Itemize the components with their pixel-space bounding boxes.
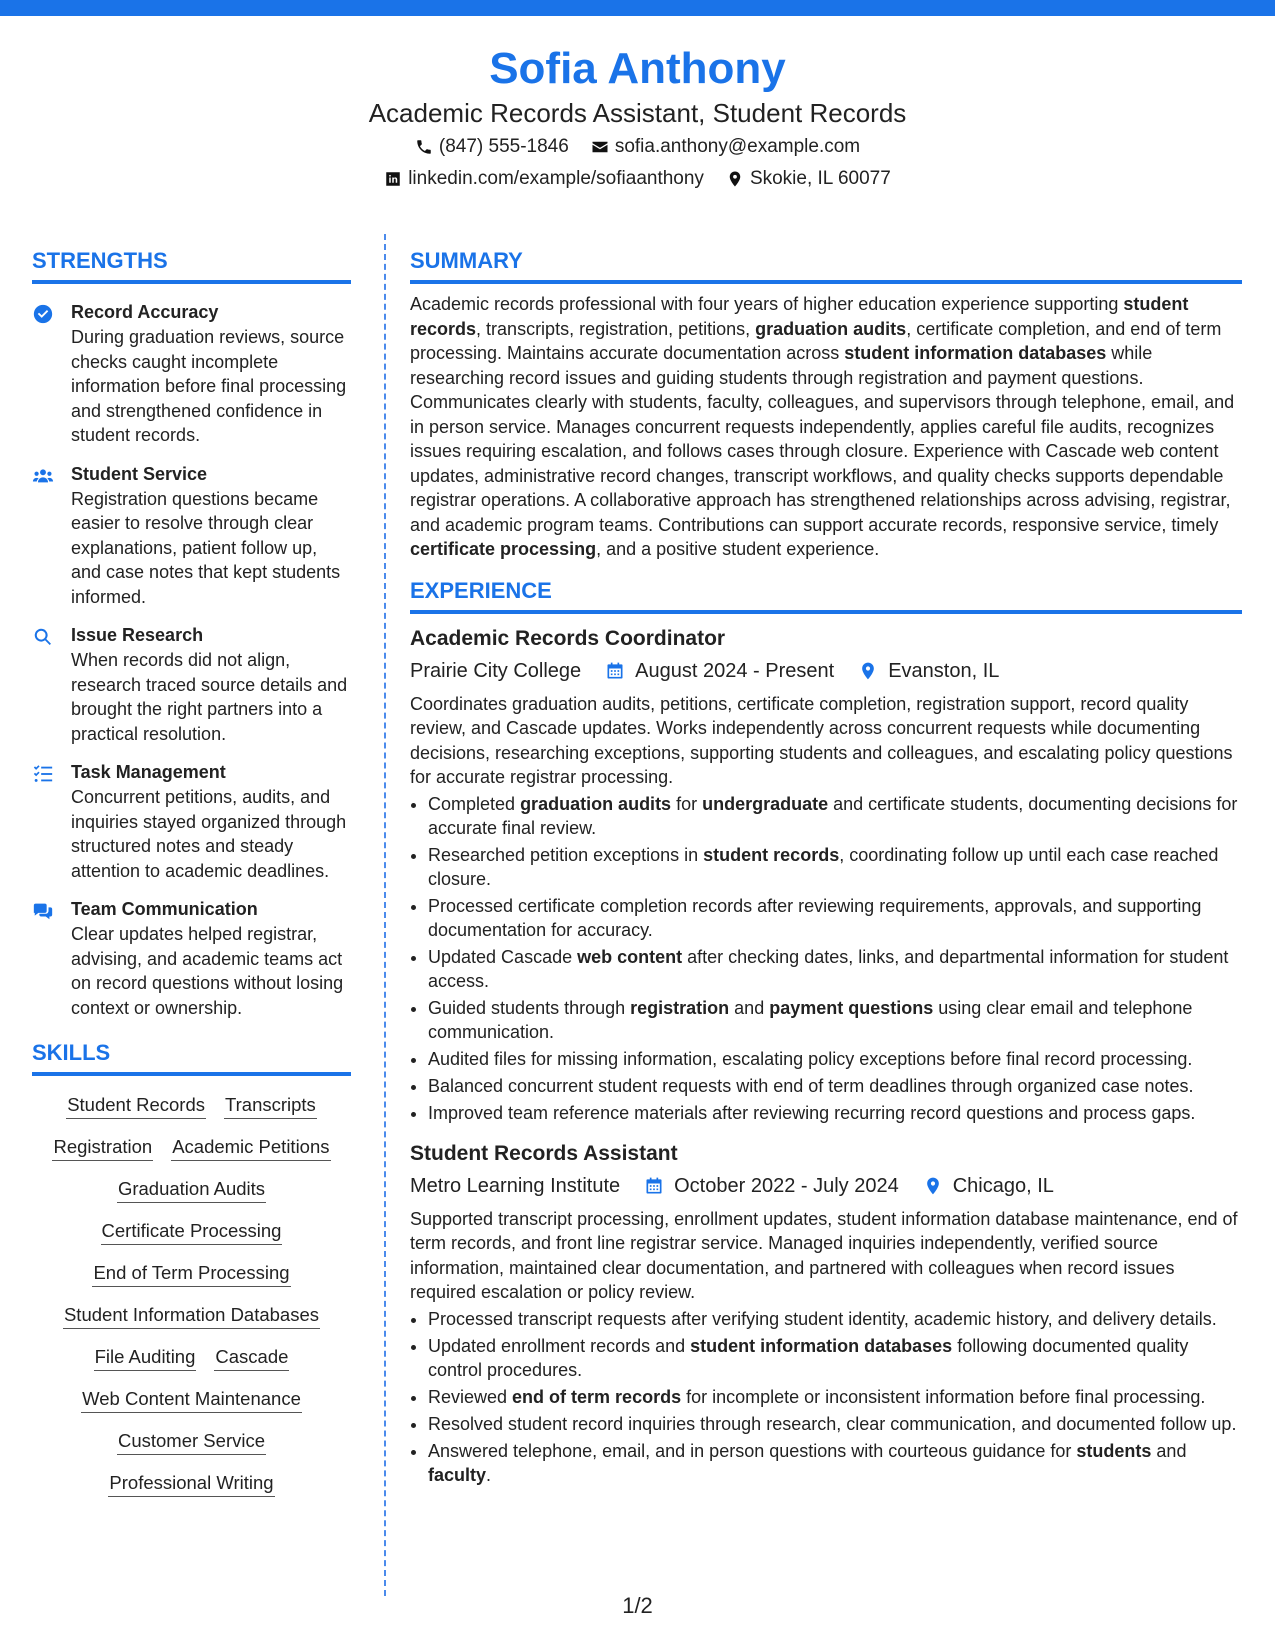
job-bullet: • Balanced concurrent student requests with end of term deadlines through organized case notes. <box>428 1074 1242 1098</box>
job-org: Metro Learning Institute <box>410 1174 621 1197</box>
skill-tag: Cascade <box>214 1344 289 1371</box>
skills-row <box>32 1092 351 1119</box>
comments-icon <box>32 900 54 922</box>
skills-row <box>32 1386 351 1413</box>
skill-tag: Certificate Processing <box>101 1218 283 1245</box>
job-location: Chicago, IL <box>952 1174 1054 1197</box>
users-icon <box>32 465 54 487</box>
job-desc: Supported transcript processing, enrollment updates, student information database maintenance, end of term records, and front line registrar service. Managed inquiries independently, verified source information, maintained clear documentation, and partnered with colleagues when record issues required escalation or policy review. <box>410 1208 1238 1302</box>
job-bullet: • Reviewed end of term records for incomplete or inconsistent information before final processing. <box>428 1385 1242 1409</box>
job-desc: Coordinates graduation audits, petitions, certificate completion, registration support, record quality review, and Cascade updates. Works independently across concurrent requests while documenting decisions, researching exceptions, supporting students and colleagues, and escalating policy questions for accurate registrar processing. <box>410 693 1233 787</box>
map-pin-icon <box>858 661 878 681</box>
job-bullet: • Completed graduation audits for undergraduate and certificate students, documenting decisions for accurate final review. <box>428 792 1242 840</box>
strength-desc: When records did not align, research traced source details and brought the right partners into a practical resolution. <box>71 650 348 744</box>
linkedin-text: linkedin.com/example/sofiaanthony <box>408 168 704 189</box>
job-dates: August 2024 - Present <box>635 659 835 682</box>
skill-tag: Professional Writing <box>108 1470 274 1497</box>
skill-tag: Web Content Maintenance <box>81 1386 302 1413</box>
job-org: Prairie City College <box>410 659 582 682</box>
job-bullets <box>410 1307 1242 1487</box>
strength-title: Record Accuracy <box>71 302 219 322</box>
experience-heading: EXPERIENCE <box>410 576 1242 614</box>
left-column <box>32 246 351 1512</box>
job-bullet: • Guided students through registration and payment questions using clear email and telephone communication. <box>428 996 1242 1044</box>
job-title: Academic Records Coordinator <box>410 626 726 650</box>
job-entry <box>410 1139 1242 1487</box>
job-bullet: • Updated Cascade web content after checking dates, links, and departmental information for student access. <box>428 945 1242 993</box>
strength-title: Team Communication <box>71 899 258 919</box>
skills-row <box>32 1218 351 1245</box>
strength-item <box>32 897 351 1020</box>
skill-tag: Transcripts <box>224 1092 317 1119</box>
strength-desc: During graduation reviews, source checks caught incomplete information before final processing and strengthened confidence in student records. <box>71 327 347 445</box>
skill-tag: Registration <box>52 1134 153 1161</box>
skill-tag: Academic Petitions <box>171 1134 330 1161</box>
skills-row <box>32 1134 351 1161</box>
list-check-icon <box>32 763 54 785</box>
skills-row <box>32 1344 351 1371</box>
job-bullet: • Audited files for missing information, escalating policy exceptions before final record processing. <box>428 1047 1242 1071</box>
job-meta <box>410 656 1242 686</box>
linkedin-icon <box>384 170 402 188</box>
strengths-heading: STRENGTHS <box>32 246 351 284</box>
candidate-name: Sofia Anthony <box>489 44 786 93</box>
strength-title: Student Service <box>71 463 208 484</box>
strength-item <box>32 300 351 448</box>
strength-item <box>32 462 351 610</box>
skill-tag: Graduation Audits <box>117 1176 266 1203</box>
summary-heading: SUMMARY <box>410 246 1242 284</box>
linkedin-contact[interactable] <box>384 164 704 194</box>
search-icon <box>32 626 54 648</box>
right-column <box>410 246 1242 1490</box>
contact-row-1 <box>0 132 1275 162</box>
job-bullet: • Resolved student record inquiries through research, clear communication, and documented follow up. <box>428 1412 1242 1436</box>
column-divider <box>384 234 386 1596</box>
job-location: Evanston, IL <box>888 659 1000 682</box>
location-contact <box>726 164 891 194</box>
skills-row <box>32 1470 351 1497</box>
email-contact[interactable] <box>591 132 860 162</box>
job-bullet: • Researched petition exceptions in student records, coordinating follow up until each case reached closure. <box>428 843 1242 891</box>
job-bullet: • Updated enrollment records and student information databases following documented quality control procedures. <box>428 1334 1242 1382</box>
summary-text: Academic records professional with four years of higher education experience supporting student records, transcripts, registration, petitions, graduation audits, certificate completion, and end of term processing. Maintains accurate documentation across student information databases while researching record issues and guiding students through registration and payment questions. Communicates clearly with students, faculty, colleagues, and supervisors through telephone, email, and in person service. Manages concurrent requests independently, applies careful file audits, recognizes issues requiring escalation, and follows cases through closure. Experience with Cascade web content updates, administrative record changes, transcript workflows, and quality checks supports dependable registrar operations. A collaborative approach has strengthened relationships across advising, registrar, and academic program teams. Contributions can support accurate records, responsive service, timely certificate processing, and a positive student experience. <box>410 294 1235 559</box>
skill-tag: Student Records <box>66 1092 206 1119</box>
calendar-icon <box>644 1176 664 1196</box>
job-meta <box>410 1171 1242 1201</box>
envelope-icon <box>591 138 609 156</box>
job-bullet: • Answered telephone, email, and in person questions with courteous guidance for students and faculty. <box>428 1439 1242 1487</box>
job-dates: October 2022 - July 2024 <box>674 1174 899 1197</box>
skill-tag: File Auditing <box>94 1344 197 1371</box>
job-bullet: • Processed certificate completion records after reviewing requirements, approvals, and supporting documentation for accuracy. <box>428 894 1242 942</box>
phone-contact[interactable] <box>415 132 569 162</box>
jobs-list <box>410 624 1242 1487</box>
strength-title: Issue Research <box>71 625 204 645</box>
job-entry <box>410 624 1242 1125</box>
skills-list <box>32 1092 351 1497</box>
skills-row <box>32 1176 351 1203</box>
skills-row <box>32 1260 351 1287</box>
strength-desc: Concurrent petitions, audits, and inquiries stayed organized through structured notes and steady attention to academic deadlines. <box>71 787 347 881</box>
skills-row <box>32 1428 351 1455</box>
phone-text: (847) 555-1846 <box>438 136 569 157</box>
job-bullets <box>410 792 1242 1125</box>
resume-header <box>0 40 1275 194</box>
top-accent-bar <box>0 0 1275 16</box>
phone-icon <box>415 138 433 156</box>
skills-row <box>32 1302 351 1329</box>
location-text: Skokie, IL 60077 <box>749 168 891 189</box>
map-pin-icon <box>923 1176 943 1196</box>
job-bullet: • Processed transcript requests after verifying student identity, academic history, and delivery details. <box>428 1307 1242 1331</box>
calendar-icon <box>605 661 625 681</box>
page-number: 1/2 <box>622 1593 653 1618</box>
skill-tag: End of Term Processing <box>92 1260 290 1287</box>
skill-tag: Customer Service <box>117 1428 266 1455</box>
strength-item <box>32 760 351 883</box>
strength-item <box>32 623 351 746</box>
job-title: Student Records Assistant <box>410 1141 678 1165</box>
map-pin-icon <box>726 170 744 188</box>
skill-tag: Student Information Databases <box>63 1302 320 1329</box>
skills-heading: SKILLS <box>32 1038 351 1076</box>
email-text: sofia.anthony@example.com <box>614 136 861 157</box>
strength-desc: Clear updates helped registrar, advising, and academic teams act on record questions without losing context or ownership. <box>71 924 344 1018</box>
candidate-title: Academic Records Assistant, Student Records <box>368 98 907 128</box>
strengths-list <box>32 300 351 1020</box>
strength-title: Task Management <box>71 762 226 782</box>
contact-row-2 <box>0 164 1275 194</box>
job-bullet: • Improved team reference materials after reviewing recurring record questions and process gaps. <box>428 1101 1242 1125</box>
check-circle-icon <box>32 303 54 325</box>
strength-desc: Registration questions became easier to resolve through clear explanations, patient follow up, and case notes that kept students informed. <box>71 488 341 607</box>
